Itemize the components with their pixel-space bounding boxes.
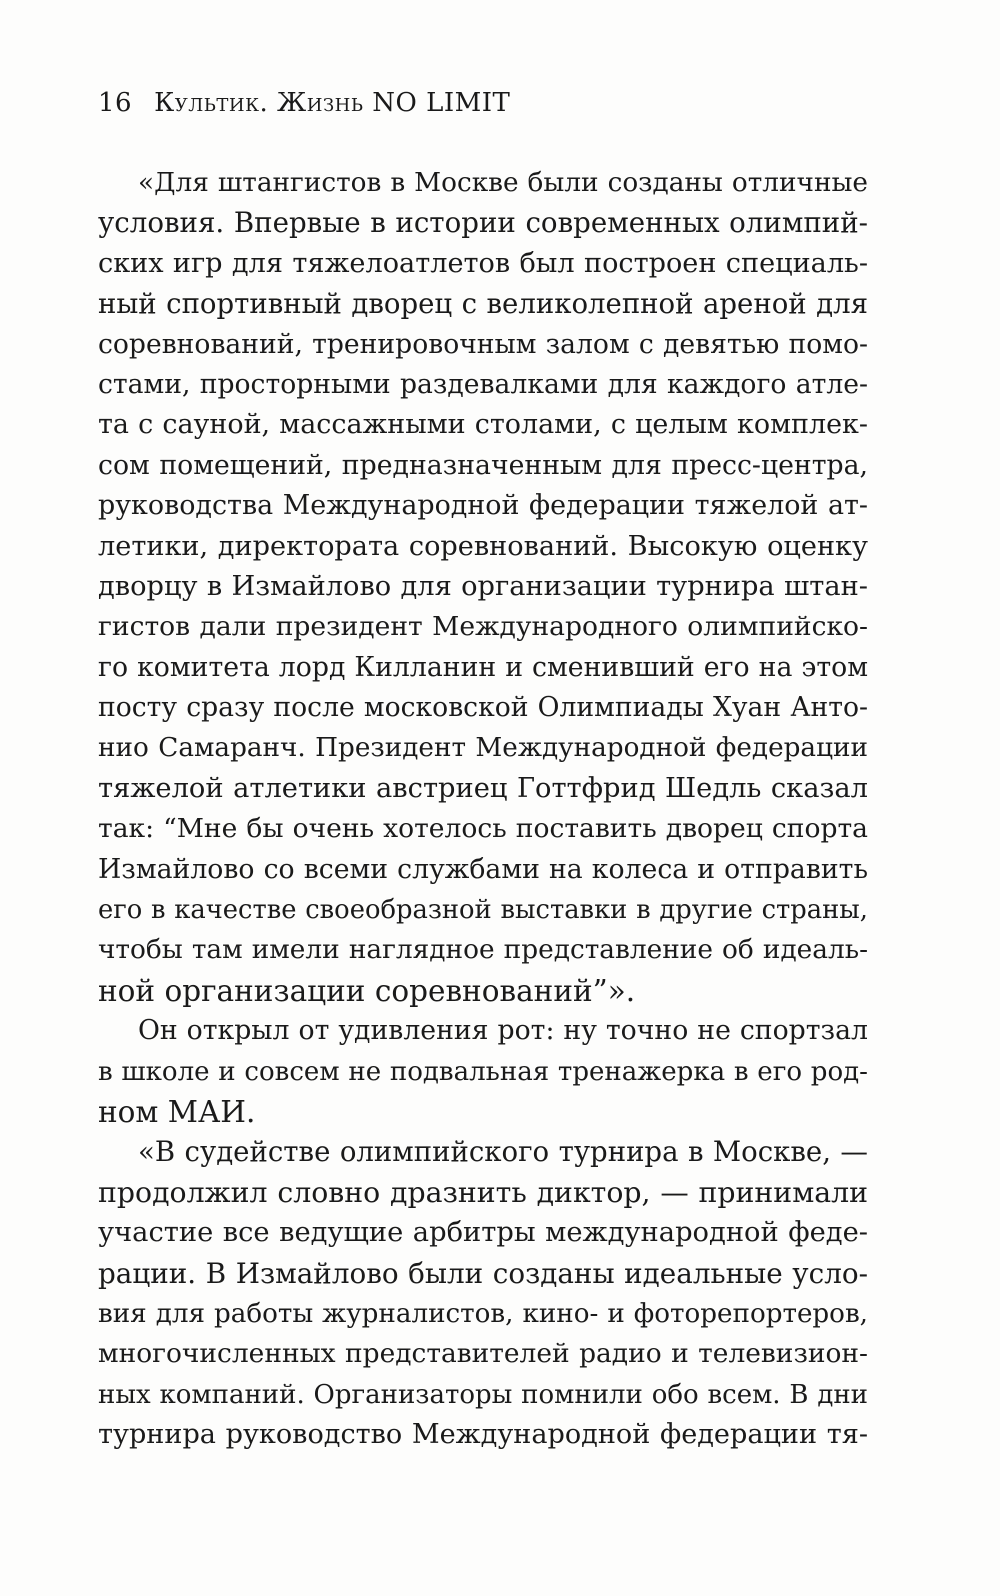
text-line: так: “Мне бы очень хотелось поставить дворец спорта [98, 813, 868, 845]
text-line: Измайлово со всеми службами на колеса и отправить [98, 853, 868, 885]
text-line: «Для штангистов в Москве были созданы отличные [138, 168, 868, 198]
text-line: соревнований, тренировочным залом с девятью помо- [98, 328, 868, 360]
text-line: ной организации соревнований”». [98, 973, 636, 1008]
text-line: чтобы там имели наглядное представление об идеаль- [98, 935, 868, 966]
text-line: посту сразу после московской Олимпиады Хуан Анто- [98, 692, 868, 724]
text-line: нио Самаранч. Президент Международной федерации [98, 733, 868, 764]
text-line: «В судействе олимпийского турнира в Москве, — [138, 1135, 868, 1169]
text-line: турнира руководство Международной федерации тя- [98, 1419, 868, 1451]
text-line: участие все ведущие арбитры международной феде- [98, 1217, 868, 1249]
text-line: ных компаний. Организаторы помнили обо всем. В дни [98, 1379, 868, 1410]
text-line: летики, директората соревнований. Высокую оценку [98, 530, 868, 562]
text-line: многочисленных представителей радио и телевизион- [98, 1338, 868, 1370]
running-head [98, 86, 510, 120]
text-line: вия для работы журналистов, кино- и фоторепортеров, [98, 1298, 868, 1329]
text-line: его в качестве своеобразной выставки в другие страны, [98, 895, 868, 926]
text-line: Он открыл от удивления рот: ну точно не спортзал [138, 1015, 868, 1047]
text-line: та с сауной, массажными столами, с целым комплек- [98, 409, 868, 441]
text-line: ских игр для тяжелоатлетов был построен специаль- [98, 247, 868, 279]
body-text [98, 163, 868, 1456]
text-line: условия. Впервые в истории современных олимпий- [98, 206, 868, 240]
page-number: 16 [98, 88, 133, 118]
book-title: Культик. Жизнь NO LIMIT [154, 88, 511, 118]
text-line: сом помещений, предназначенным для пресс-центра, [98, 449, 868, 481]
text-line: в школе и совсем не подвальная тренажерка в его род- [98, 1056, 868, 1087]
text-line: ном МАИ. [98, 1094, 256, 1129]
text-line: гистов дали президент Международного олимпийско- [98, 611, 868, 643]
text-line: рации. В Измайлово были созданы идеальные усло- [98, 1256, 868, 1290]
text-line: дворцу в Измайлово для организации турнира штан- [98, 570, 868, 602]
text-line: ный спортивный дворец с великолепной ареной для [98, 288, 868, 321]
text-line: тяжелой атлетики австриец Готтфрид Шедль сказал [98, 772, 868, 804]
text-line: руководства Международной федерации тяжелой ат- [98, 490, 868, 522]
text-line: продолжил словно дразнить диктор, — принимали [98, 1175, 868, 1209]
text-line: го комитета лорд Килланин и сменивший его на этом [98, 651, 868, 683]
text-line: стами, просторными раздевалками для каждого атле- [98, 368, 868, 400]
